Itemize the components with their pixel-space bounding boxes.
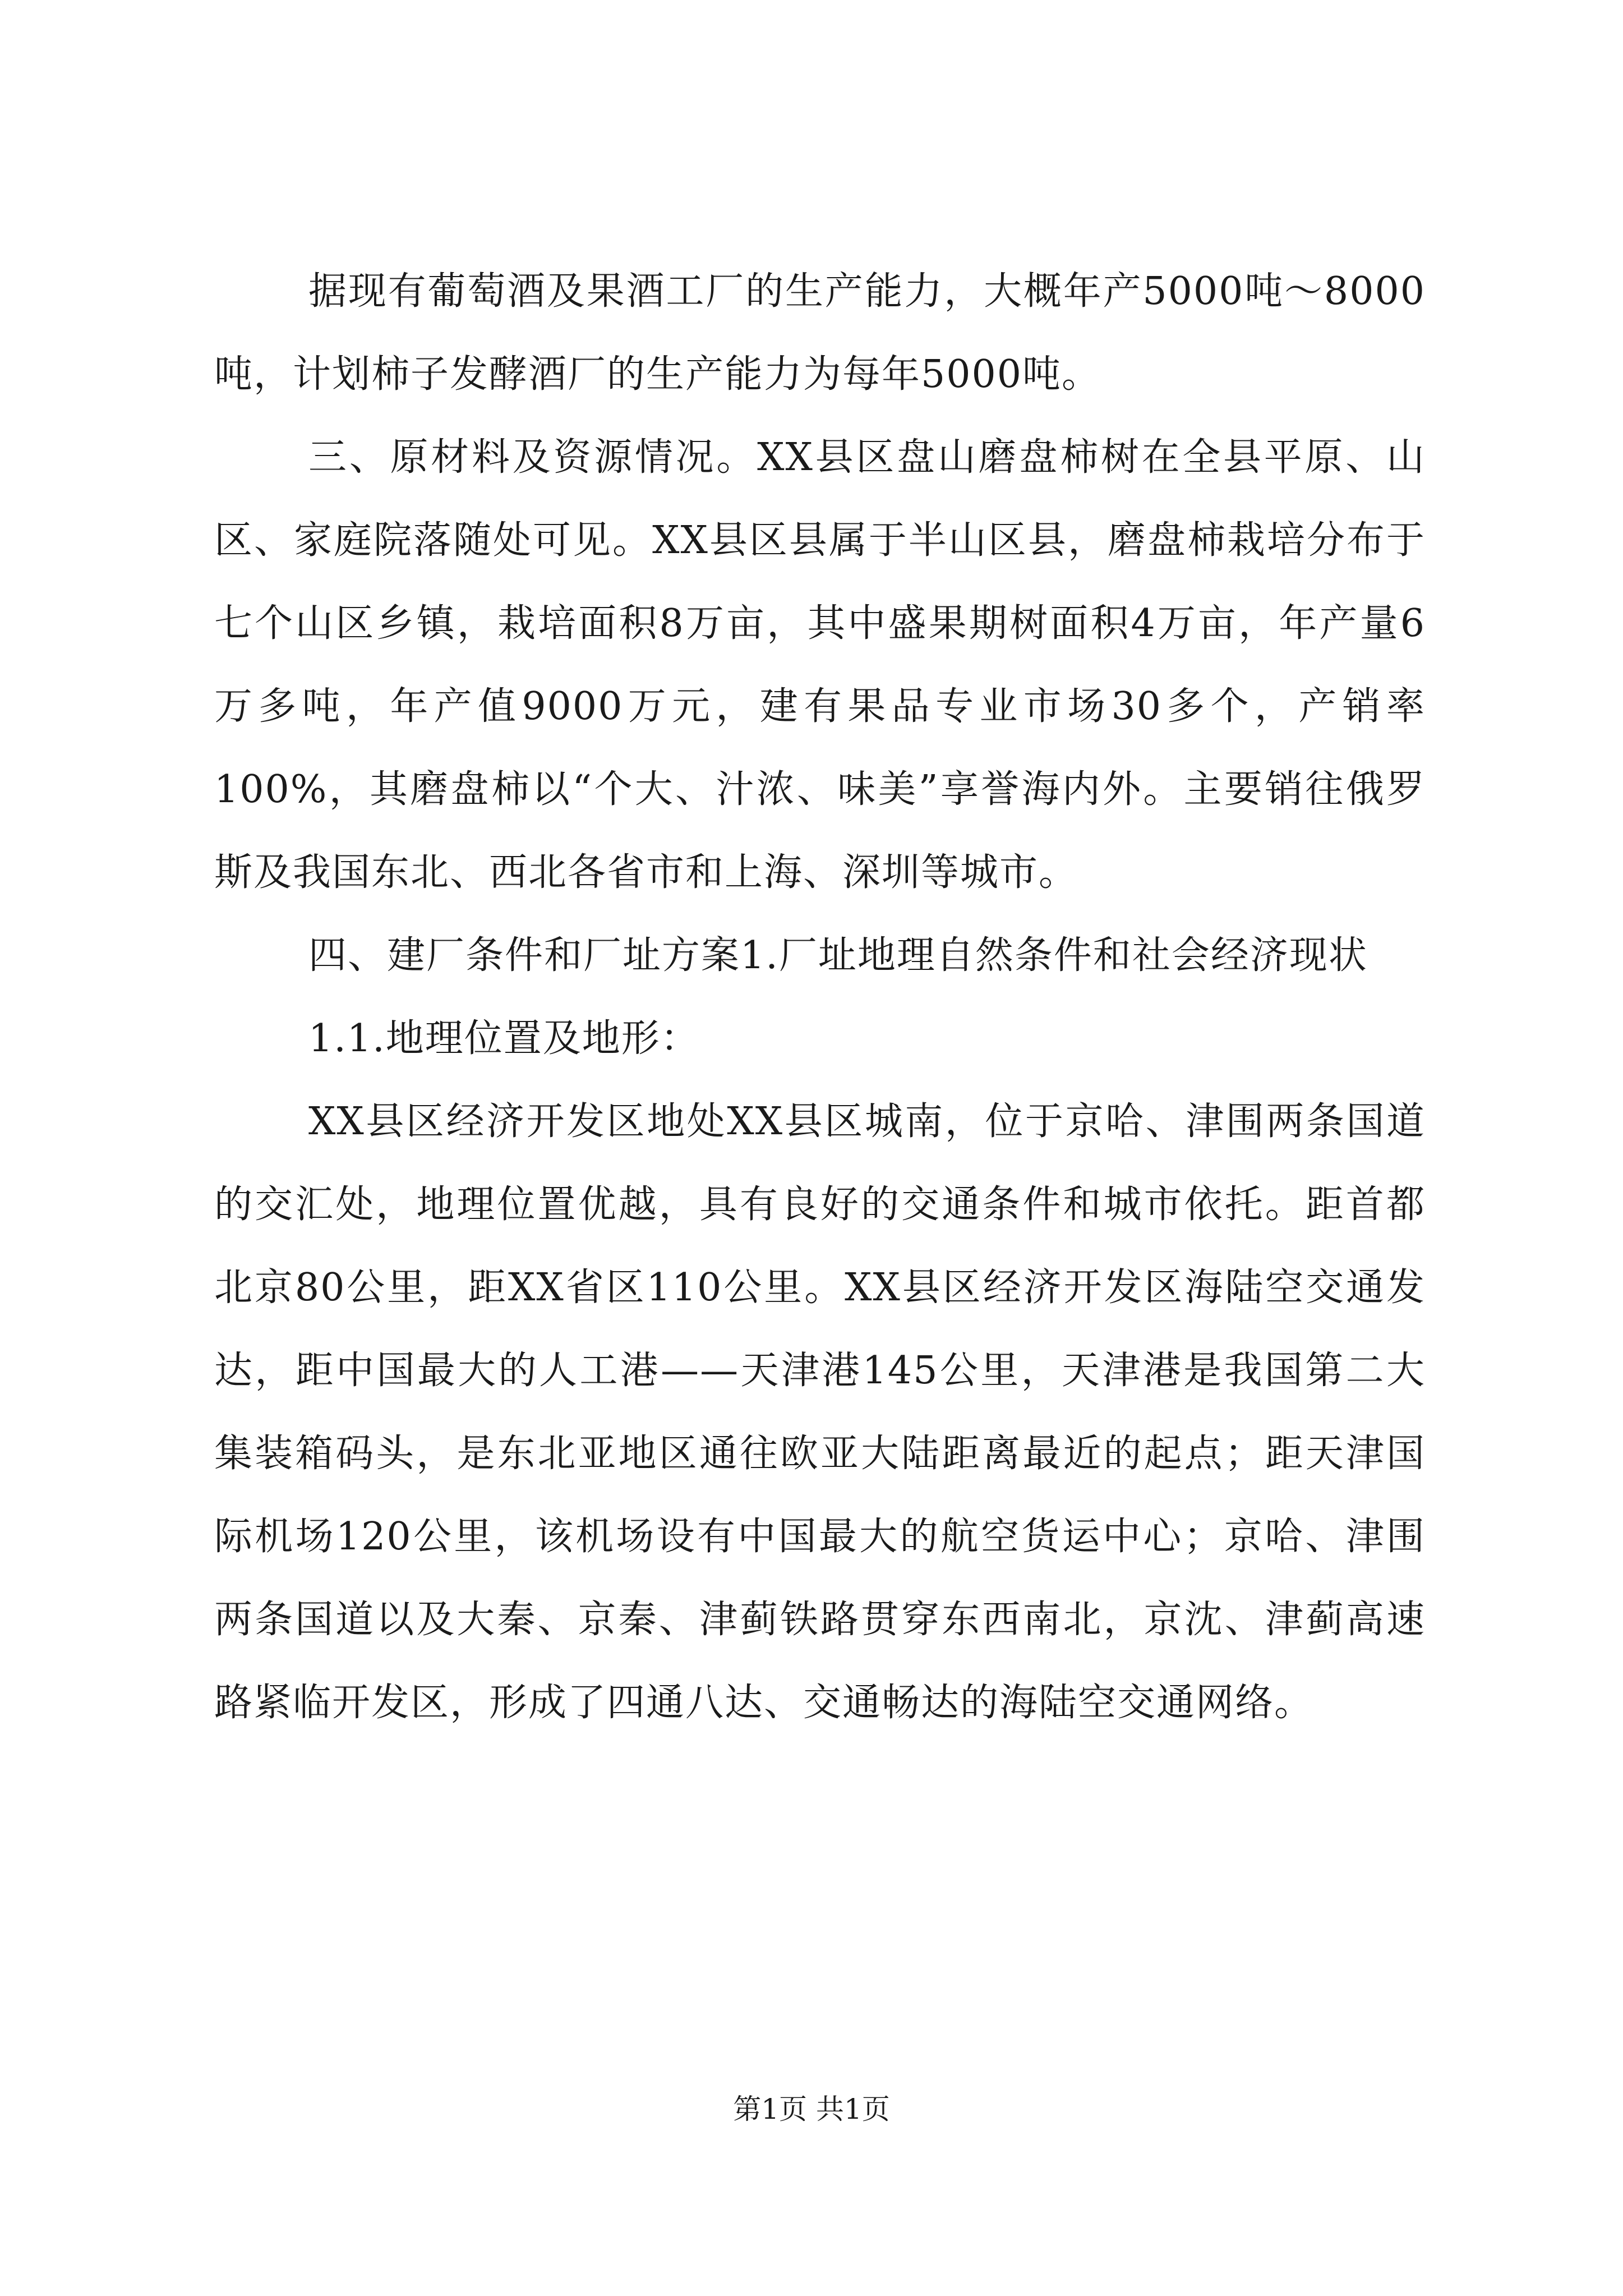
paragraph-site-conditions-heading: 四、建厂条件和厂址方案1.厂址地理自然条件和社会经济现状 <box>308 933 1368 978</box>
page-footer: 第1页 共1页 <box>733 2093 890 2125</box>
paragraph-raw-materials: 三、原材料及资源情况。XX县区盘山磨盘柿树在全县平原、山区、家庭院落随处可见。XX县区县属于半山区县，磨盘柿栽培分布于七个山区乡镇，栽培面积8万亩，其中盛果期树面积4万亩，年产量6万多吨，年产值9000万元，建有果品专业市场30多个，产销率100%，其磨盘柿以“个大、汁浓、味美”享誉海内外。主要销往俄罗斯及我国东北、西北各省市和上海、深圳等城市。 <box>214 435 1426 895</box>
paragraph-location-details: XX县区经济开发区地处XX县区城南，位于京哈、津围两条国道的交汇处，地理位置优越，具有良好的交通条件和城市依托。距首都北京80公里，距XX省区110公里。XX县区经济开发区海陆空交通发达，距中国最大的人工港——天津港145公里，天津港是我国第二大集装箱码头，是东北亚地区通往欧亚大陆距离最近的起点；距天津国际机场120公里，该机场设有中国最大的航空货运中心；京哈、津围两条国道以及大秦、京秦、津蓟铁路贯穿东西南北，京沈、津蓟高速路紧临开发区，形成了四通八达、交通畅达的海陆空交通网络。 <box>214 1099 1426 1725</box>
paragraph-production-capacity: 据现有葡萄酒及果酒工厂的生产能力，大概年产5000吨～8000吨，计划柿子发酵酒厂的生产能力为每年5000吨。 <box>214 269 1426 397</box>
document-body <box>214 250 1426 1745</box>
paragraph-location-heading: 1.1.地理位置及地形： <box>308 1016 700 1061</box>
